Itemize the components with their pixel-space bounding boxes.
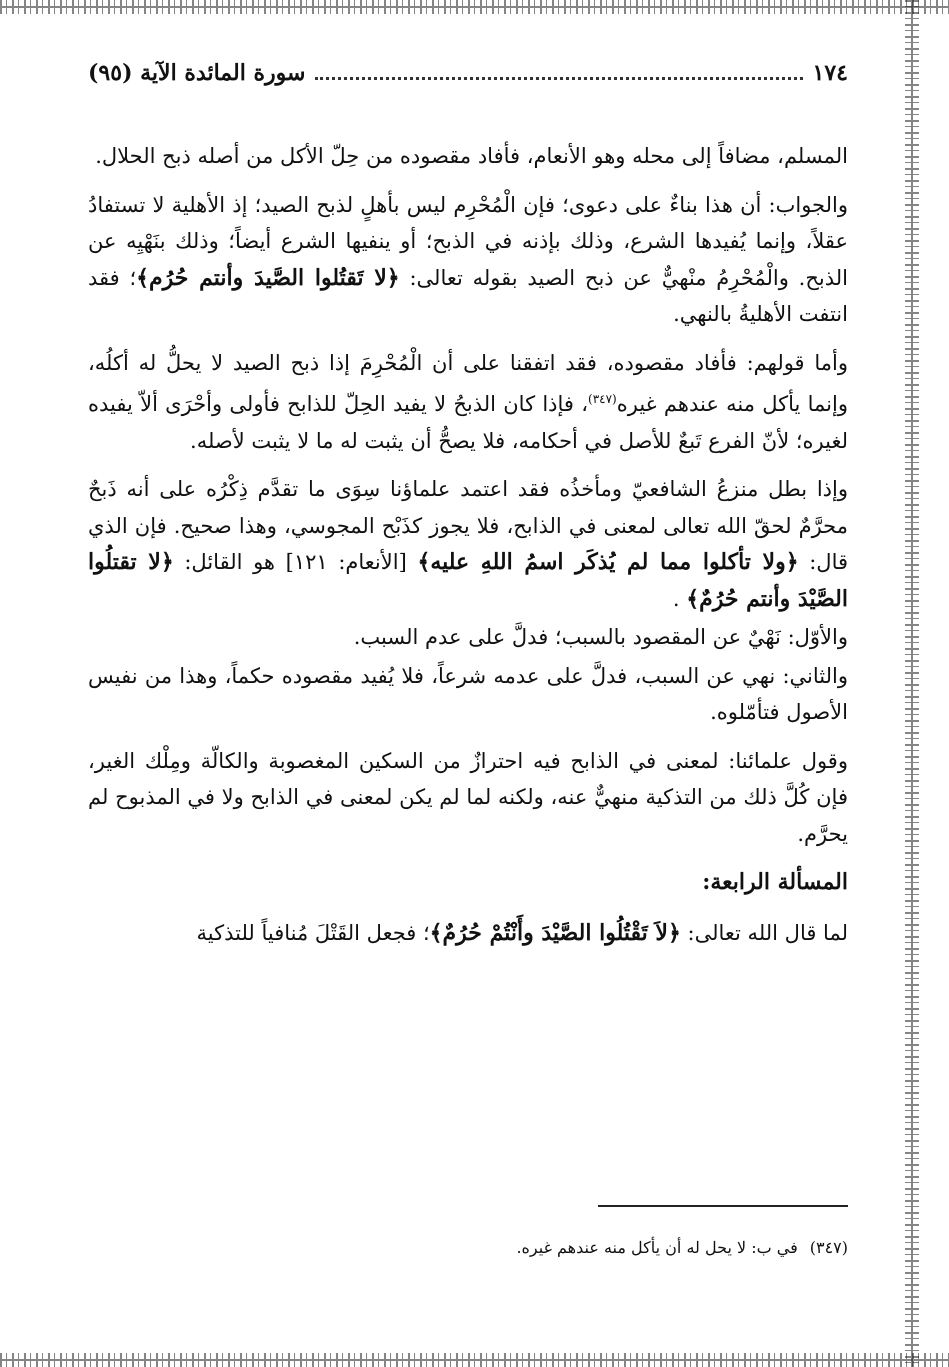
paragraph <box>88 345 848 460</box>
paragraph-text: والثاني: نهي عن السبب، فدلَّ على عدمه شرعاً، فلا يُفيد مقصوده حكماً، وهذا من نفيس الأصول فتأمّلوه. <box>88 663 848 724</box>
paragraph-text: وأما قولهم: فأفاد مقصوده، فقد اتفقنا على أن الْمُحْرِمَ إذا ذبح الصيد لا يحلُّ له أكلُه، وإنما يأكل منه عندهم غيره <box>88 350 848 416</box>
running-title: سورة المائدة الآية (٩٥) <box>88 60 306 86</box>
quran-quote: ﴿لا تَقتُلوا الصَّيدَ وأنتم حُرُم﴾ <box>136 264 400 291</box>
running-head <box>88 60 848 96</box>
paragraph-text: لما قال الله تعالى: <box>680 920 848 945</box>
quran-quote: ﴿لاَ تَقْتُلُوا الصَّيْدَ وأَنْتُمْ حُرُمٌ﴾ <box>429 919 681 946</box>
paragraph-text: والأوّل: نَهْيٌ عن المقصود بالسبب؛ فدلَّ على عدم السبب. <box>353 625 848 649</box>
page-body <box>88 138 848 951</box>
ornamental-border-bottom <box>0 1353 949 1367</box>
quran-quote: ﴿لا تقتلُوا الصَّيْدَ وأنتم حُرُمٌ﴾ <box>88 549 848 612</box>
ornamental-border-right <box>905 0 919 1367</box>
paragraph-text: والجواب: أن هذا بناءٌ على دعوى؛ فإن الْمُحْرِم ليس بأهلٍ لذبح الصيد؛ إذ الأهلية لا تستفادُ عقلاً، وإنما يُفيدها الشرع، وذلك بإذنه في الذبح؛ أو ينفيها الشرع أيضاً؛ وذلك بنَهْيِه عن الذبح. والْمُحْرِمُ منْهيٌّ عن ذبح الصيد بقوله تعالى: <box>88 192 848 290</box>
ornamental-border-top <box>0 0 949 14</box>
footnote-rule <box>598 1205 848 1207</box>
footnote-number: (٣٤٧) <box>809 1238 848 1257</box>
quran-quote: ﴿ولا تأكلوا مما لم يُذكَر اسمُ اللهِ عليه﴾ <box>417 549 799 575</box>
leader-dots <box>315 63 802 80</box>
paragraph <box>88 915 848 952</box>
footnote-marker: (٣٤٧) <box>588 392 617 406</box>
page <box>88 60 848 1300</box>
paragraph-text: وإذا بطل منزعُ الشافعيّ ومأخذُه فقد اعتمد علماؤنا سِوَى ما تقدَّم ذِكْرُه على أنه ذَبحٌ محرَّمٌ لحقّ الله تعالى لمعنى في الذابح، فلا يجوز كذَبْح المجوسي، وهذا صحيح. فإن الذي قال: <box>88 477 849 574</box>
paragraph <box>88 471 848 617</box>
paragraph <box>88 138 848 175</box>
paragraph-text: [الأنعام: ١٢١] هو القائل: <box>173 550 418 574</box>
page-number: ١٧٤ <box>812 60 848 86</box>
paragraph <box>88 619 848 656</box>
paragraph <box>88 743 848 853</box>
paragraph-text: ؛ فقد انتفت الأهليةُ بالنهي. <box>88 265 848 326</box>
paragraph <box>88 187 848 333</box>
footnote <box>88 1238 848 1257</box>
paragraph-text: المسلم، مضافاً إلى محله وهو الأنعام، فأفاد مقصوده من حِلّ الأكل من أصله ذبح الحلال. <box>95 144 848 168</box>
section-heading: المسألة الرابعة: <box>702 869 848 895</box>
paragraph-text: ؛ فجعل القَتْلَ مُنافياً للتذكية <box>196 920 430 945</box>
paragraph-text: ، فإذا كان الذبحُ لا يفيد الحِلّ للذابح فأولى وأحْرَى ألاّ يفيده لغيره؛ لأنّ الفرع تَبعٌ للأصل في أحكامه، فلا يصحُّ أن يثبت له ما لا يثبت لأصله. <box>88 392 848 453</box>
footnote-text: في ب: لا يحل له أن يأكل منه عندهم غيره. <box>516 1238 798 1257</box>
paragraph-text: وقول علمائنا: لمعنى في الذابح فيه احترازٌ من السكين المغصوبة والكالّة ومِلْك الغير، فإن كُلَّ ذلك من التذكية منهيٌّ عنه، ولكنه لما لم يكن لمعنى في الذابح ولا في المذبوح لم يحرَّم. <box>88 748 848 846</box>
paragraph-text: . <box>672 586 687 611</box>
paragraph <box>88 658 848 731</box>
